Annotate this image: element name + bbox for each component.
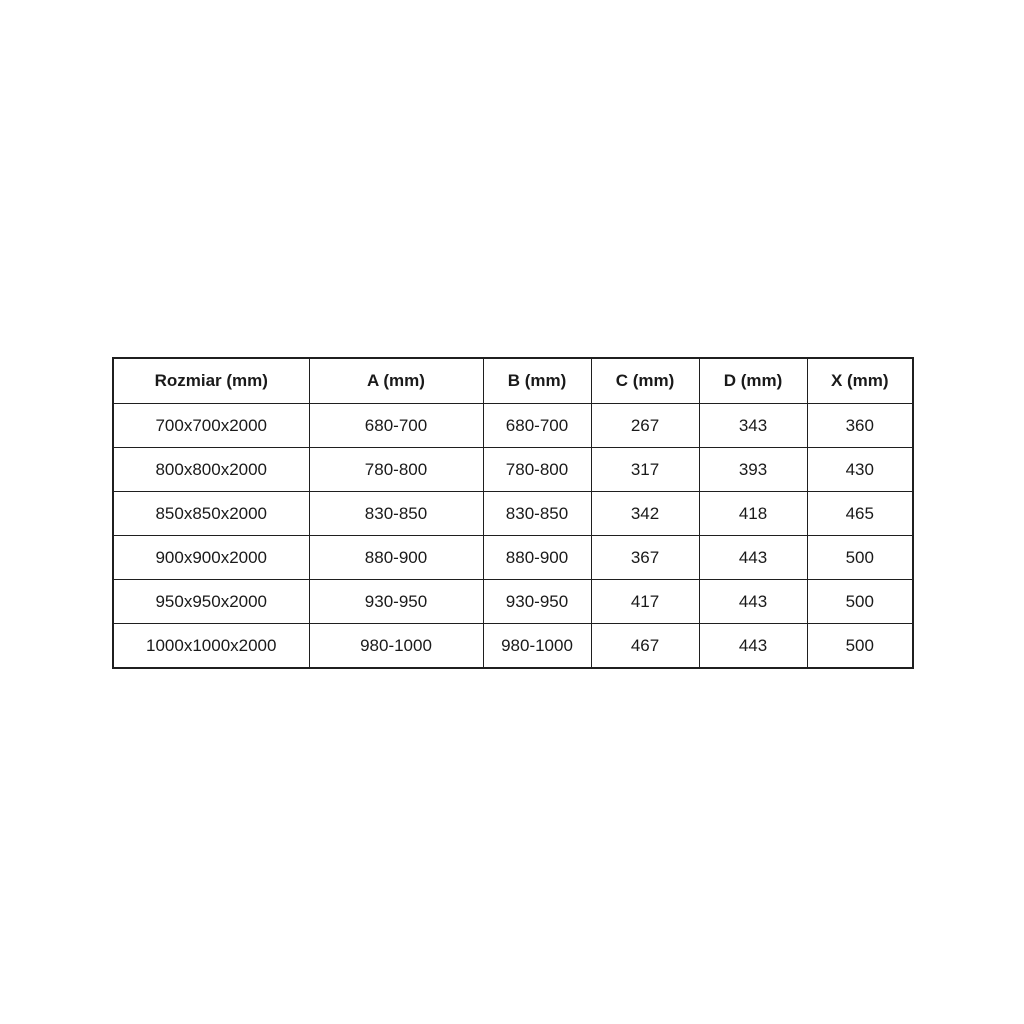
- column-header-x: X (mm): [807, 358, 913, 404]
- cell-c: 467: [591, 624, 699, 669]
- cell-x: 500: [807, 624, 913, 669]
- cell-d: 418: [699, 492, 807, 536]
- cell-a: 930-950: [309, 580, 483, 624]
- column-header-d: D (mm): [699, 358, 807, 404]
- cell-c: 267: [591, 404, 699, 448]
- table-row: [113, 624, 913, 669]
- cell-d: 343: [699, 404, 807, 448]
- cell-b: 680-700: [483, 404, 591, 448]
- size-specification-table: [112, 357, 914, 669]
- size-specification-table-container: [112, 357, 914, 669]
- column-header-rozmiar: Rozmiar (mm): [113, 358, 309, 404]
- cell-x: 500: [807, 536, 913, 580]
- cell-x: 360: [807, 404, 913, 448]
- table-row: [113, 404, 913, 448]
- cell-rozmiar: 850x850x2000: [113, 492, 309, 536]
- cell-b: 930-950: [483, 580, 591, 624]
- cell-d: 443: [699, 580, 807, 624]
- cell-c: 317: [591, 448, 699, 492]
- cell-a: 780-800: [309, 448, 483, 492]
- cell-a: 880-900: [309, 536, 483, 580]
- column-header-a: A (mm): [309, 358, 483, 404]
- cell-x: 430: [807, 448, 913, 492]
- cell-x: 465: [807, 492, 913, 536]
- cell-d: 443: [699, 536, 807, 580]
- table-row: [113, 492, 913, 536]
- cell-c: 367: [591, 536, 699, 580]
- cell-a: 680-700: [309, 404, 483, 448]
- table-row: [113, 580, 913, 624]
- cell-rozmiar: 1000x1000x2000: [113, 624, 309, 669]
- cell-c: 417: [591, 580, 699, 624]
- cell-d: 393: [699, 448, 807, 492]
- cell-b: 980-1000: [483, 624, 591, 669]
- cell-c: 342: [591, 492, 699, 536]
- cell-x: 500: [807, 580, 913, 624]
- cell-rozmiar: 700x700x2000: [113, 404, 309, 448]
- cell-d: 443: [699, 624, 807, 669]
- column-header-c: C (mm): [591, 358, 699, 404]
- cell-b: 880-900: [483, 536, 591, 580]
- cell-rozmiar: 900x900x2000: [113, 536, 309, 580]
- table-row: [113, 536, 913, 580]
- cell-b: 830-850: [483, 492, 591, 536]
- cell-a: 830-850: [309, 492, 483, 536]
- table-header-row: [113, 358, 913, 404]
- column-header-b: B (mm): [483, 358, 591, 404]
- cell-rozmiar: 800x800x2000: [113, 448, 309, 492]
- cell-a: 980-1000: [309, 624, 483, 669]
- cell-rozmiar: 950x950x2000: [113, 580, 309, 624]
- cell-b: 780-800: [483, 448, 591, 492]
- table-row: [113, 448, 913, 492]
